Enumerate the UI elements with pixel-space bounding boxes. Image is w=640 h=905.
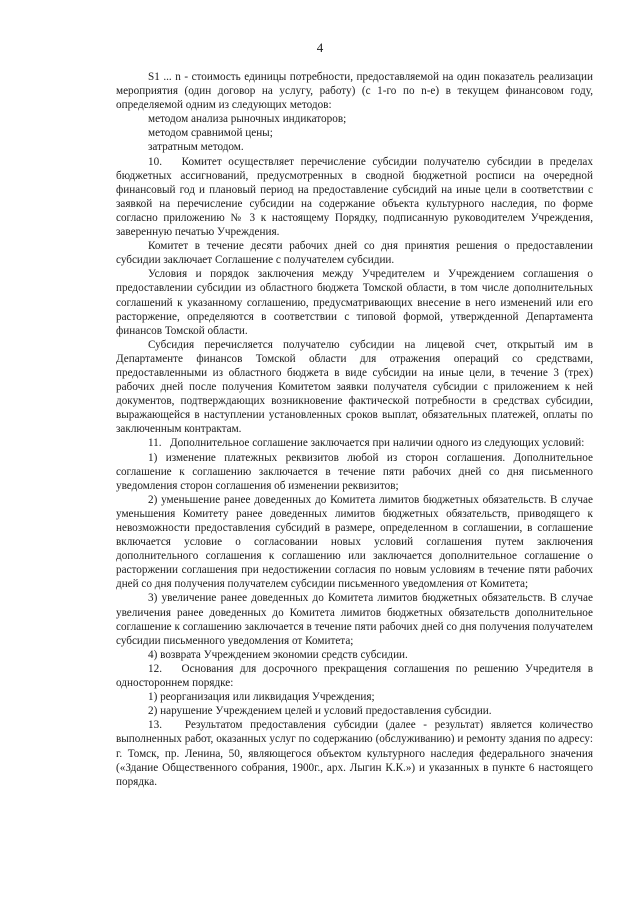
paragraph-10-transfer: Субсидия перечисляется получателю субсидии на лицевой счет, открытый им в Департаменте финансов Томской области для отражения операций со средствами, предоставленными из областного бюджета в виде субсидии на иные цели, в течение 3 (трех) рабочих дней после получения Комитетом заявки получателя субсидии с приложением к ней документов, подтверждающих возникновение фактической потребности в средствах субсидии, выражающейся в наступлении установленных сроков выплат, обязательных платежей, оплаты по заключенным контрактам. bbox=[116, 338, 593, 436]
paragraph-10: 10. Комитет осуществляет перечисление субсидии получателю субсидии в пределах бюджетных ассигнований, предусмотренных в сводной бюджетной росписи на очередной финансовый год и плановый период на предоставление субсидий на иные цели в соответствии с заявкой на перечисление субсидии на содержание объекта культурного наследия, по форме согласно приложению № 3 к настоящему Порядку, подписанную руководителем Учреждения, заверенную печатью Учреждения. bbox=[116, 155, 593, 239]
paragraph-12: 12. Основания для досрочного прекращения соглашения по решению Учредителя в одностороннем порядке: bbox=[116, 662, 593, 690]
method-comparable-price: методом сравнимой цены; bbox=[148, 127, 273, 140]
method-market-indicators: методом анализа рыночных индикаторов; bbox=[148, 113, 347, 126]
paragraph-10-conditions: Условия и порядок заключения между Учредителем и Учреждением соглашения о предоставлении субсидии из областного бюджета Томской области, в том числе дополнительных соглашений к указанному соглашению, предусматривающих внесение в него изменений или его расторжение, определяются в соответствии с типовой формой, утвержденной Департамента финансов Томской области. bbox=[116, 268, 593, 337]
method-cost: затратным методом. bbox=[148, 141, 244, 154]
paragraph-12-item-1: 1) реорганизация или ликвидация Учреждения; bbox=[148, 691, 375, 704]
paragraph-12-item-2: 2) нарушение Учреждением целей и условий предоставления субсидии. bbox=[148, 705, 492, 718]
paragraph-11-item-3: 3) увеличение ранее доведенных до Комитета лимитов бюджетных обязательств. В случае увеличения ранее доведенных до Комитета лимитов бюджетных обязательств дополнительное соглашение к соглашению заключается в течение пяти рабочих дней со дня получения получателем субсидии письменного уведомления от Комитета; bbox=[116, 592, 593, 647]
paragraph-10-agreement: Комитет в течение десяти рабочих дней со дня принятия решения о предоставлении субсидии заключает Соглашение с получателем субсидии. bbox=[116, 240, 593, 267]
paragraph-11-item-1: 1) изменение платежных реквизитов любой из сторон соглашения. Дополнительное соглашение к соглашению заключается в течение пяти рабочих дней со дня письменного уведомления сторон соглашения об изменении реквизитов; bbox=[116, 451, 593, 492]
paragraph-s1-definition: S1 ... n - стоимость единицы потребности, предоставляемой на один показатель реализации мероприятия (один договор на услугу, работу) (с 1-го по n-е) в текущем финансовом году, определяемой одним из следующих методов: bbox=[116, 71, 593, 112]
paragraph-11-item-4: 4) возврата Учреждением экономии средств субсидии. bbox=[148, 648, 408, 661]
paragraph-11-item-2: 2) уменьшение ранее доведенных до Комитета лимитов бюджетных обязательств. В случае уменьшения Комитету ранее доведенных лимитов бюджетных обязательств, приводящего к невозможности предоставления субсидий в размере, определенном в соглашении, в соглашение включается условие о согласовании новых условий соглашения путем заключения дополнительного соглашения к соглашению или заключается дополнительное соглашение о расторжении соглашения при недостижении согласия по новым условиям в течение пяти рабочих дней со дня получения получателем субсидии письменного уведомления от Комитета; bbox=[116, 493, 593, 591]
page-number: 4 bbox=[316, 40, 324, 55]
paragraph-13: 13. Результатом предоставления субсидии (далее - результат) является количество выполненных работ, оказанных услуг по содержанию (обслуживанию) и ремонту здания по адресу: г. Томск, пр. Ленина, 50, являющегося объектом культурного наследия федерального значения («Здание Общественного собрания, 1900г., арх. Лыгин К.К.») и указанных в пункте 6 настоящего порядка. bbox=[116, 719, 593, 788]
paragraph-11: 11. Дополнительное соглашение заключается при наличии одного из следующих условий: bbox=[148, 437, 585, 450]
document-body bbox=[116, 70, 593, 789]
